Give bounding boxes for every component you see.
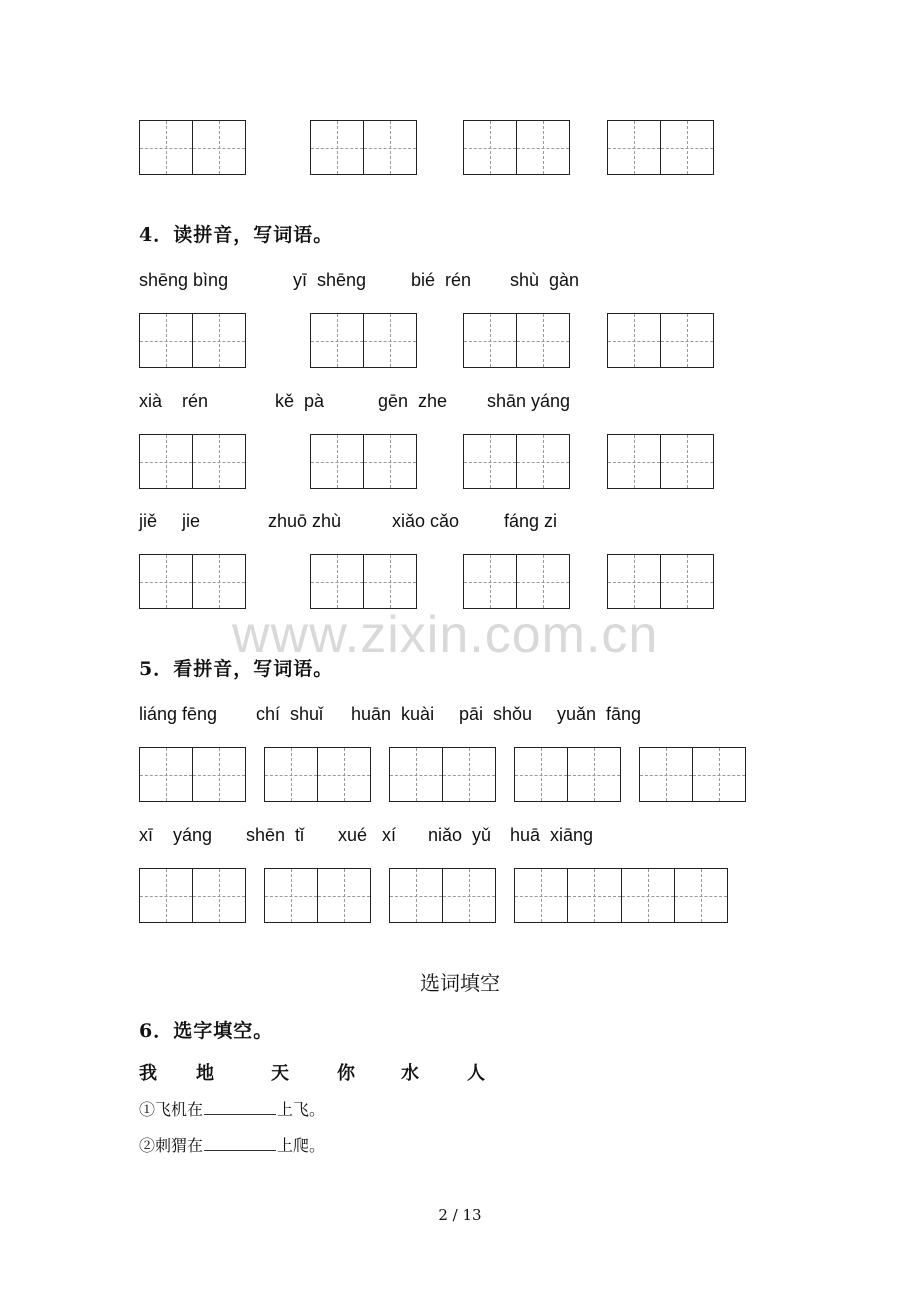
pinyin-label: yī shēng bbox=[293, 270, 367, 290]
writing-box[interactable] bbox=[310, 120, 417, 175]
writing-box[interactable] bbox=[139, 313, 246, 368]
pinyin-label: jiě jie bbox=[139, 511, 201, 531]
writing-box[interactable] bbox=[463, 120, 570, 175]
option-char: 我 bbox=[139, 1063, 157, 1084]
pinyin-label: xī yáng bbox=[139, 825, 213, 845]
pinyin-label: huā xiāng bbox=[510, 825, 594, 845]
pinyin-label: shù gàn bbox=[510, 270, 580, 290]
writing-box[interactable] bbox=[264, 747, 371, 802]
writing-box[interactable] bbox=[463, 554, 570, 609]
writing-box[interactable] bbox=[139, 554, 246, 609]
writing-box[interactable] bbox=[389, 747, 496, 802]
writing-box[interactable] bbox=[639, 747, 746, 802]
pinyin-label: fáng zi bbox=[504, 511, 558, 531]
writing-box[interactable] bbox=[139, 120, 246, 175]
answer-blank[interactable] bbox=[204, 1136, 276, 1151]
sentence-suffix: 上爬。 bbox=[277, 1136, 326, 1155]
pinyin-label: bié rén bbox=[411, 270, 472, 290]
writing-box[interactable] bbox=[139, 434, 246, 489]
writing-box[interactable] bbox=[607, 313, 714, 368]
page-number: 2 / 13 bbox=[438, 1206, 482, 1224]
option-char: 你 bbox=[337, 1063, 355, 1084]
writing-box-wide[interactable] bbox=[514, 868, 728, 923]
sentence-prefix: ①飞机在 bbox=[139, 1100, 204, 1119]
watermark: www.zixin.com.cn bbox=[232, 606, 659, 664]
option-char: 地 bbox=[196, 1063, 214, 1084]
writing-box[interactable] bbox=[310, 554, 417, 609]
option-char: 人 bbox=[467, 1063, 485, 1084]
sentence-1 bbox=[139, 1097, 325, 1120]
writing-box[interactable] bbox=[607, 120, 714, 175]
answer-blank[interactable] bbox=[204, 1100, 276, 1115]
question-5-heading: 5．看拼音，写词语。 bbox=[139, 658, 334, 680]
pinyin-label: chí shuǐ bbox=[256, 704, 324, 724]
pinyin-label: yuǎn fāng bbox=[557, 704, 642, 724]
pinyin-label: xià rén bbox=[139, 391, 209, 411]
writing-box[interactable] bbox=[310, 434, 417, 489]
pinyin-label: shēn tǐ bbox=[246, 825, 305, 845]
pinyin-label: zhuō zhù bbox=[268, 511, 342, 531]
writing-box[interactable] bbox=[463, 434, 570, 489]
sentence-prefix: ②刺猬在 bbox=[139, 1136, 204, 1155]
pinyin-label: liáng fēng bbox=[139, 704, 218, 724]
section-title: 选词填空 bbox=[420, 971, 500, 995]
pinyin-label: pāi shǒu bbox=[459, 704, 533, 724]
writing-box[interactable] bbox=[514, 747, 621, 802]
writing-box[interactable] bbox=[463, 313, 570, 368]
pinyin-label: huān kuài bbox=[351, 704, 435, 724]
sentence-2 bbox=[139, 1133, 325, 1156]
sentence-suffix: 上飞。 bbox=[277, 1100, 326, 1119]
writing-box[interactable] bbox=[607, 434, 714, 489]
pinyin-label: kě pà bbox=[275, 391, 325, 411]
writing-box[interactable] bbox=[264, 868, 371, 923]
pinyin-label: xiǎo cǎo bbox=[392, 511, 460, 531]
pinyin-label: niǎo yǔ bbox=[428, 825, 492, 845]
writing-box[interactable] bbox=[607, 554, 714, 609]
option-char: 水 bbox=[401, 1063, 419, 1084]
question-4-heading: 4．读拼音，写词语。 bbox=[139, 224, 334, 246]
pinyin-label: shēng bìng bbox=[139, 270, 229, 290]
writing-box[interactable] bbox=[139, 747, 246, 802]
option-char: 天 bbox=[271, 1063, 289, 1084]
question-6-heading: 6．选字填空。 bbox=[139, 1020, 274, 1042]
writing-box[interactable] bbox=[310, 313, 417, 368]
pinyin-label: gēn zhe bbox=[378, 391, 448, 411]
writing-box[interactable] bbox=[389, 868, 496, 923]
writing-box[interactable] bbox=[139, 868, 246, 923]
pinyin-label: shān yáng bbox=[487, 391, 571, 411]
pinyin-label: xué xí bbox=[338, 825, 397, 845]
